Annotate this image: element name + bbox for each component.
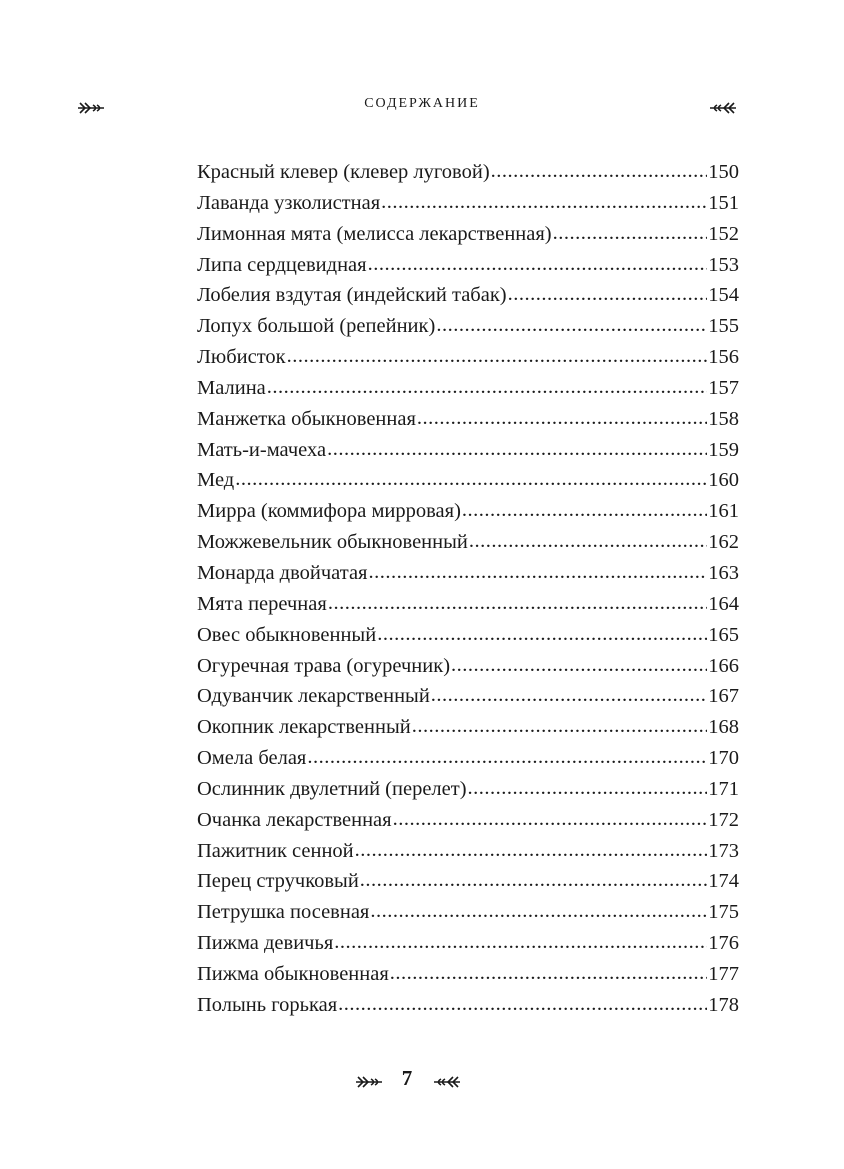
toc-entry-page: 165 [708, 623, 739, 646]
toc-entry [197, 315, 739, 346]
toc-entry-page: 159 [708, 438, 739, 461]
toc-entry-title: Окопник лекарственный [197, 716, 411, 739]
toc-entry-title: Манжетка обыкновенная [197, 407, 416, 430]
toc-entry-page: 158 [708, 407, 739, 430]
toc-entry-title: Лопух большой (репейник) [197, 315, 436, 338]
toc-entry-title: Огуречная трава (огуречник) [197, 654, 451, 677]
dot-leader [508, 284, 708, 306]
toc-entry [197, 531, 739, 562]
dot-leader [328, 593, 707, 615]
page-title: СОДЕРЖАНИЕ [364, 96, 480, 111]
toc-entry-title: Омела белая [197, 747, 307, 770]
fleuron-right-icon [708, 100, 738, 116]
toc-entry [197, 192, 739, 223]
running-header [0, 92, 844, 120]
toc-entry-title: Мед [197, 469, 235, 492]
toc-entry-title: Монарда двойчатая [197, 561, 368, 584]
dot-leader [368, 254, 708, 276]
toc-entry [197, 408, 739, 439]
toc-entry-title: Лобелия вздутая (индейский табак) [197, 284, 507, 307]
toc-entry-title: Лимонная мята (мелисса лекарственная) [197, 222, 552, 245]
dot-leader [370, 901, 707, 923]
toc-entry-page: 157 [708, 376, 739, 399]
toc-entry-title: Очанка лекарственная [197, 808, 392, 831]
toc-entry-page: 152 [708, 222, 739, 245]
toc-entry-page: 156 [708, 346, 739, 369]
toc-entry-page: 173 [708, 839, 739, 862]
toc-entry [197, 161, 739, 192]
dot-leader [368, 562, 707, 584]
toc-entry-page: 161 [708, 500, 739, 523]
toc-entry-page: 175 [708, 901, 739, 924]
toc-entry [197, 500, 739, 531]
toc-entry-title: Пажитник сенной [197, 839, 354, 862]
dot-leader [393, 809, 708, 831]
toc-entry-page: 164 [708, 592, 739, 615]
toc-entry-page: 153 [708, 253, 739, 276]
toc-entry-title: Пижма девичья [197, 932, 334, 955]
dot-leader [235, 469, 707, 491]
toc-entry [197, 593, 739, 624]
toc-entry [197, 932, 739, 963]
page-footer [0, 1066, 844, 1096]
toc-entry-page: 167 [708, 685, 739, 708]
toc-entry [197, 284, 739, 315]
dot-leader [287, 346, 708, 368]
toc-entry-page: 163 [708, 561, 739, 584]
toc-entry-title: Одуванчик лекарственный [197, 685, 430, 708]
toc-entry-title: Мирра (коммифора мирровая) [197, 500, 461, 523]
toc-entry-page: 177 [708, 962, 739, 985]
dot-leader [390, 963, 707, 985]
toc-entry-page: 150 [708, 161, 739, 183]
toc-entry [197, 685, 739, 716]
toc-entry [197, 624, 739, 655]
toc-entry-title: Мать-и-мачеха [197, 438, 327, 461]
toc-entry-page: 171 [708, 777, 739, 800]
dot-leader [469, 531, 707, 553]
toc-entry-page: 151 [708, 191, 739, 214]
dot-leader [431, 685, 707, 707]
dot-leader [307, 747, 707, 769]
toc-entry-title: Малина [197, 376, 266, 399]
toc-entry-page: 172 [708, 808, 739, 831]
toc-entry-title: Пижма обыкновенная [197, 962, 389, 985]
toc-entry [197, 655, 739, 686]
toc-entry-page: 166 [708, 654, 739, 677]
toc-entry [197, 994, 739, 1025]
dot-leader [334, 932, 707, 954]
toc-entry [197, 901, 739, 932]
toc-entry-page: 170 [708, 747, 739, 770]
dot-leader [417, 408, 707, 430]
toc-entry-title: Красный клевер (клевер луговой) [197, 161, 490, 183]
dot-leader [451, 655, 707, 677]
dot-leader [360, 870, 707, 892]
dot-leader [436, 315, 707, 337]
toc-entry [197, 439, 739, 470]
toc-entry-page: 162 [708, 531, 739, 554]
toc-entry-title: Любисток [197, 346, 286, 369]
toc-entry [197, 809, 739, 840]
toc-entry [197, 346, 739, 377]
dot-leader [468, 778, 708, 800]
toc-entry-title: Перец стручковый [197, 870, 359, 893]
toc-entry-title: Полынь горькая [197, 993, 338, 1016]
dot-leader [377, 624, 707, 646]
toc-entry-page: 174 [708, 870, 739, 893]
table-of-contents [197, 161, 739, 1025]
toc-entry-page: 176 [708, 932, 739, 955]
toc-entry-page: 154 [708, 284, 739, 307]
toc-entry [197, 963, 739, 994]
toc-entry [197, 870, 739, 901]
toc-entry [197, 469, 739, 500]
dot-leader [553, 223, 708, 245]
toc-entry [197, 840, 739, 871]
dot-leader [267, 377, 707, 399]
toc-entry-page: 168 [708, 716, 739, 739]
toc-entry [197, 778, 739, 809]
dot-leader [491, 161, 708, 183]
dot-leader [355, 840, 708, 862]
dot-leader [381, 192, 707, 214]
toc-entry-page: 178 [708, 993, 739, 1016]
toc-entry-title: Петрушка посевная [197, 901, 370, 924]
fleuron-left-icon [354, 1074, 384, 1090]
page-number: 7 [401, 1066, 413, 1090]
toc-entry-title: Овес обыкновенный [197, 623, 377, 646]
toc-entry-page: 155 [708, 315, 739, 338]
dot-leader [327, 439, 707, 461]
dot-leader [462, 500, 707, 522]
toc-entry [197, 377, 739, 408]
toc-entry-title: Можжевельник обыкновенный [197, 531, 468, 554]
toc-entry-title: Ослинник двулетний (перелет) [197, 777, 467, 800]
toc-entry-title: Мята перечная [197, 592, 327, 615]
toc-entry [197, 716, 739, 747]
toc-entry [197, 223, 739, 254]
toc-entry [197, 562, 739, 593]
toc-entry [197, 254, 739, 285]
dot-leader [338, 994, 707, 1016]
fleuron-right-icon [432, 1074, 462, 1090]
toc-entry [197, 747, 739, 778]
dot-leader [412, 716, 708, 738]
toc-entry-title: Лаванда узколистная [197, 191, 381, 214]
toc-entry-title: Липа сердцевидная [197, 253, 367, 276]
toc-entry-page: 160 [708, 469, 739, 492]
